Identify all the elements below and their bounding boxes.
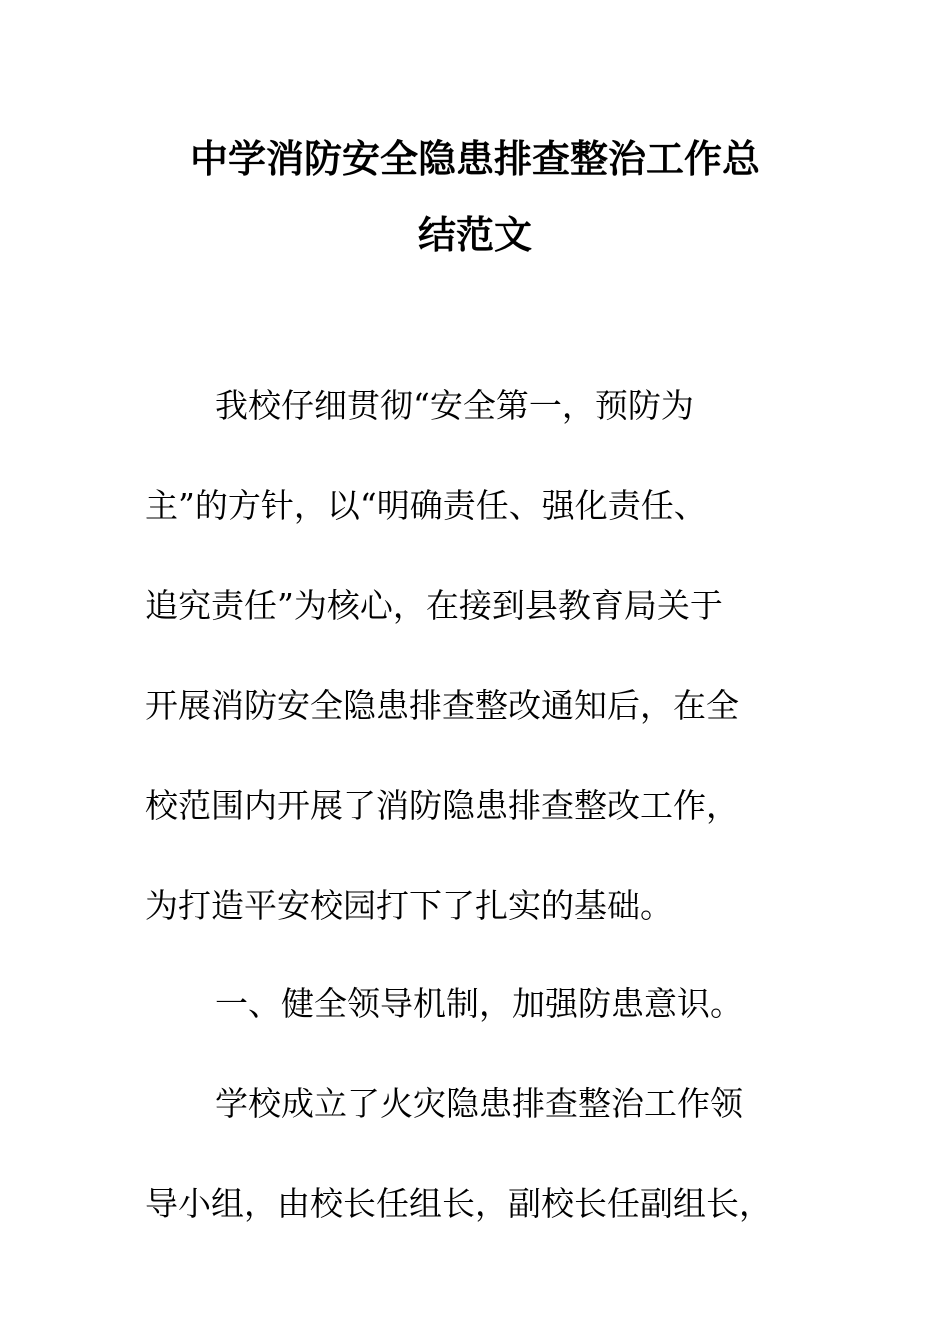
paragraph-1-line-5: 校范围内开展了消防隐患排查整改工作，: [145, 786, 739, 825]
paragraph-1-line-2: 主”的方针，以“明确责任、强化责任、: [145, 486, 707, 525]
document-title-line-1: 中学消防安全隐患排查整治工作总: [189, 136, 760, 181]
document-title-line-2: 结范文: [417, 212, 532, 257]
paragraph-1-line-4: 开展消防安全隐患排查整改通知后，在全: [145, 686, 739, 725]
paragraph-2-line-2: 导小组，由校长任组长，副校长任副组长，: [145, 1184, 772, 1223]
paragraph-1-line-3: 追究责任”为核心，在接到县教育局关于: [145, 586, 723, 625]
section-heading-1: 一、健全领导机制，加强防患意识。: [215, 984, 743, 1023]
paragraph-1-line-1: 我校仔细贯彻“安全第一，预防为: [215, 386, 694, 425]
paragraph-2-line-1: 学校成立了火灾隐患排查整治工作领: [215, 1084, 743, 1123]
paragraph-1-line-6: 为打造平安校园打下了扎实的基础。: [145, 886, 673, 925]
